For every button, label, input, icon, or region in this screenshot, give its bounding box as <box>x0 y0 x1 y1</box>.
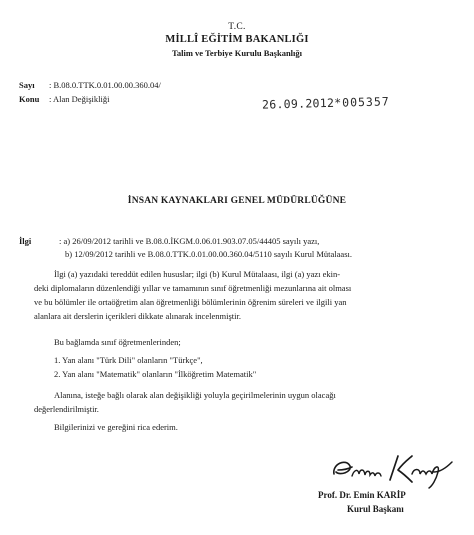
stamp-date: 26.09.2012 <box>261 95 335 112</box>
subject <box>19 94 109 104</box>
header-ministry: MİLLÎ EĞİTİM BAKANLIĞI <box>165 34 309 45</box>
body-line: Bilgilerinizi ve gereğini rica ederim. <box>54 422 178 432</box>
list-item: 1. Yan alanı "Türk Dili" olanların "Türkçe", <box>54 355 203 365</box>
date-stamp <box>262 94 390 111</box>
reference-number-value: : B.08.0.TTK.0.01.00.00.360.04/ <box>49 80 161 90</box>
body-line: Bu bağlamda sınıf öğretmenlerinden; <box>54 337 181 347</box>
handwritten-signature <box>328 450 458 490</box>
body-line: İlgi (a) yazıdaki tereddüt edilen hususlar; ilgi (b) Kurul Mütalaası, ilgi (a) yazı ekin- <box>54 269 341 279</box>
subject-value: : Alan Değişikliği <box>49 94 110 104</box>
reference-item: : a) 26/09/2012 tarihli ve B.08.0.İKGM.0.06.01.903.07.05/44405 sayılı yazı, <box>59 236 320 246</box>
reference-number <box>19 80 161 90</box>
header-republic: T.C. <box>228 22 246 32</box>
references-label: İlgi <box>19 236 32 246</box>
body-line: ve bu bölümler ile ortaöğretim alan öğretmenliği bölümlerinin öğrenim süreleri ve ilgili yan <box>34 297 347 307</box>
addressee: İNSAN KAYNAKLARI GENEL MÜDÜRLÜĞÜNE <box>127 196 347 206</box>
reference-number-label: Sayı <box>19 80 35 90</box>
stamp-number: *005357 <box>334 94 390 110</box>
body-line: değerlendirilmiştir. <box>34 404 99 414</box>
header-board: Talim ve Terbiye Kurulu Başkanlığı <box>171 48 303 58</box>
list-item: 2. Yan alanı "Matematik" olanların "İlköğretim Matematik" <box>54 369 257 379</box>
reference-item: b) 12/09/2012 tarihli ve B.08.0.TTK.0.01.00.00.360.04/5110 sayılı Kurul Mütalaası. <box>65 249 353 259</box>
body-line: alanlara ait derslerin içerikleri dikkate alınarak incelenmiştir. <box>34 311 241 321</box>
subject-label: Konu <box>19 94 40 104</box>
body-line: deki diplomaların düzenlendiği yıllar ve tamamının sınıf öğretmenliği mezunlarına ait olması <box>34 283 352 293</box>
signatory-name: Prof. Dr. Emin KARİP <box>318 490 406 500</box>
body-line: Alanına, isteğe bağlı olarak alan değişikliği yoluyla geçirilmelerinin uygun olacağı <box>54 390 336 400</box>
signatory-title: Kurul Başkanı <box>347 504 404 514</box>
